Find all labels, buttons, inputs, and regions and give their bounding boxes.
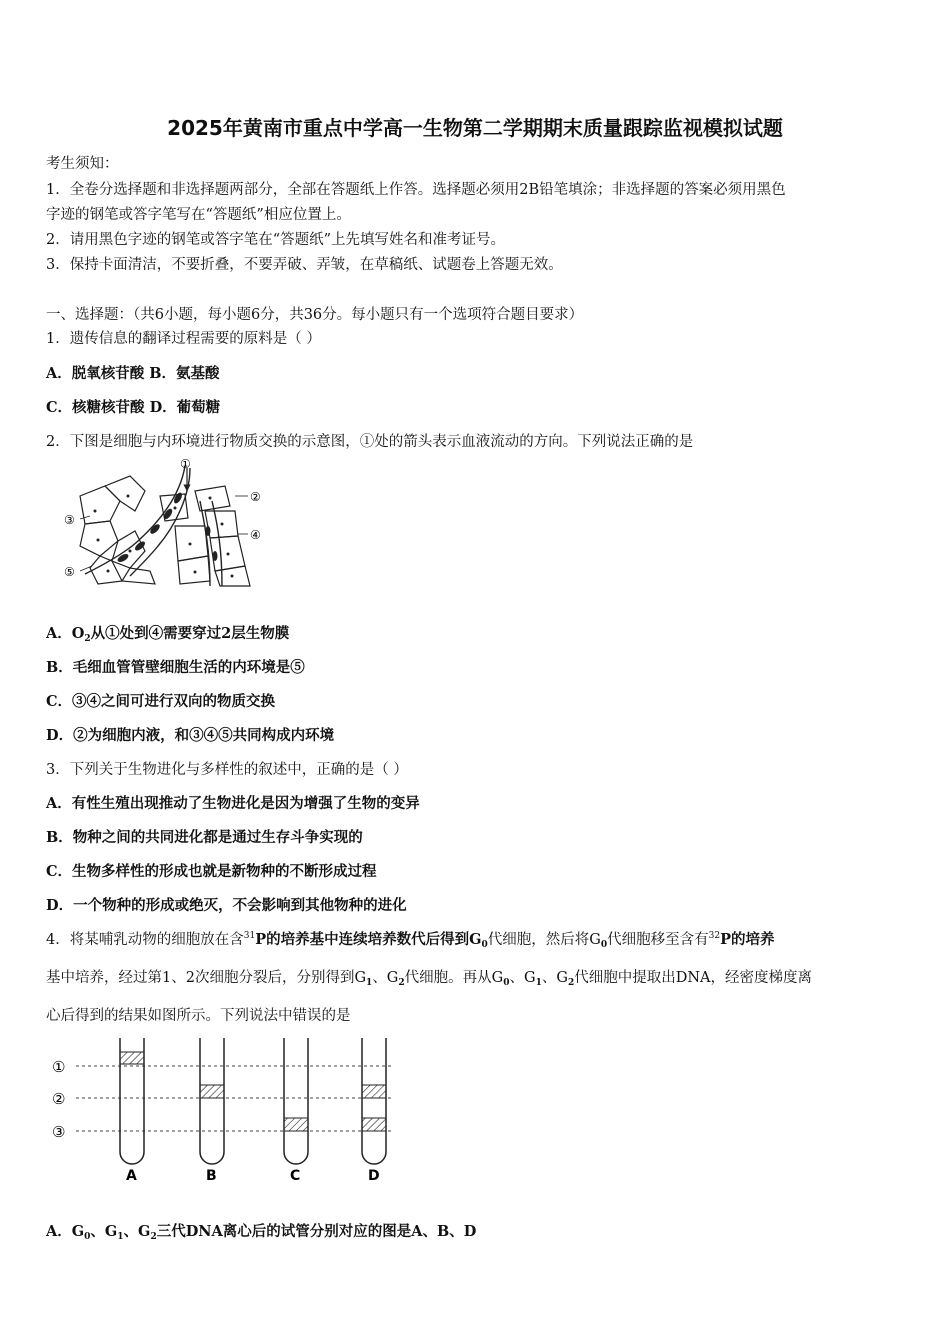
band-a-light xyxy=(120,1052,144,1064)
label-4: ④ xyxy=(250,528,261,542)
text-part: P的培养 xyxy=(720,931,775,948)
band-guides xyxy=(76,1066,393,1131)
q3-option-b: B．物种之间的共同进化都是通过生存斗争实现的 xyxy=(46,829,363,846)
subscript: 2 xyxy=(84,634,91,644)
q3-option-c: C．生物多样性的形成也就是新物种的不断形成过程 xyxy=(46,863,377,880)
centrifuge-tubes-diagram xyxy=(48,1032,408,1190)
text-part: 、G xyxy=(123,1223,151,1240)
subscript: 2 xyxy=(567,978,575,988)
label-3: ③ xyxy=(64,513,75,527)
band-d-heavy xyxy=(362,1118,386,1131)
text-part: 代细胞。再从G xyxy=(404,970,504,986)
q2-option-a xyxy=(46,622,289,644)
notice-item: 2．请用黑色字迹的钢笔或答字笔在“答题纸”上先填写姓名和准考证号。 xyxy=(46,232,506,248)
band-label-1: ① xyxy=(52,1058,66,1076)
q2-option-d: D．②为细胞内液，和③④⑤共同构成内环境 xyxy=(46,727,335,744)
subscript: 1 xyxy=(117,1232,124,1242)
subscript: 0 xyxy=(600,940,608,950)
dna-bands xyxy=(120,1052,386,1131)
text-part: 4．将某哺乳动物的细胞放在含 xyxy=(46,932,244,948)
text-part: 基中培养，经过第1、2次细胞分裂后，分别得到G xyxy=(46,970,367,986)
q1-options-ab: A．脱氧核苷酸 B．氨基酸 xyxy=(46,365,220,382)
q2-stem: 2．下图是细胞与内环境进行物质交换的示意图，①处的箭头表示血液流动的方向。下列说法正确的是 xyxy=(46,434,694,450)
superscript: 32 xyxy=(708,931,721,941)
q3-stem: 3．下列关于生物进化与多样性的叙述中，正确的是（ ） xyxy=(46,762,408,778)
subscript: 0 xyxy=(503,978,510,988)
q3-option-a: A．有性生殖出现推动了生物进化是因为增强了生物的变异 xyxy=(46,795,420,812)
q4-stem-line2 xyxy=(46,966,812,988)
page-title: 2025年黄南市重点中学高一生物第二学期期末质量跟踪监视模拟试题 xyxy=(167,116,783,140)
q1-options-cd: C．核糖核苷酸 D．葡萄糖 xyxy=(46,399,221,416)
superscript: 31 xyxy=(243,931,256,941)
text-part: 三代DNA离心后的试管分别对应的图是A、B、D xyxy=(156,1223,477,1240)
text-part: A．O xyxy=(46,625,85,642)
q3-option-d: D．一个物种的形成或绝灭，不会影响到其他物种的进化 xyxy=(46,897,407,914)
text-part: 代细胞中提取出DNA，经密度梯度离 xyxy=(574,970,813,986)
tube-label-d: D xyxy=(368,1168,380,1184)
label-1: ① xyxy=(180,457,191,471)
subscript: 0 xyxy=(481,940,488,950)
q2-option-b: B．毛细血管管壁细胞生活的内环境是⑤ xyxy=(46,659,305,676)
text-part: 代细胞，然后将G xyxy=(487,932,601,948)
tube-label-a: A xyxy=(126,1168,137,1184)
band-b-middle xyxy=(200,1085,224,1098)
subscript: 1 xyxy=(535,978,542,988)
label-5: ⑤ xyxy=(64,565,75,579)
tissue-cells xyxy=(80,476,250,586)
text-part: P的培养基中连续培养数代后得到G xyxy=(255,931,482,948)
band-label-3: ③ xyxy=(52,1123,66,1141)
tube-label-c: C xyxy=(290,1168,301,1184)
text-part: A．G xyxy=(46,1223,85,1240)
test-tubes xyxy=(120,1038,386,1164)
section-heading: 一、选择题：（共6小题，每小题6分，共36分。每小题只有一个选项符合题目要求） xyxy=(46,307,584,323)
subscript: 0 xyxy=(84,1232,91,1242)
band-label-2: ② xyxy=(52,1090,66,1108)
text-part: 、G xyxy=(372,970,399,986)
q4-option-a xyxy=(46,1220,476,1242)
band-d-middle xyxy=(362,1085,386,1098)
label-2: ② xyxy=(250,490,261,504)
notice-item: 字迹的钢笔或答字笔写在“答题纸”相应位置上。 xyxy=(46,207,351,223)
text-part: 代细胞移至含有 xyxy=(607,932,709,948)
q2-option-c: C．③④之间可进行双向的物质交换 xyxy=(46,693,276,710)
band-c-heavy xyxy=(284,1118,308,1131)
text-part: 、G xyxy=(90,1223,118,1240)
tube-label-b: B xyxy=(206,1168,217,1184)
q4-stem-line3: 心后得到的结果如图所示。下列说法中错误的是 xyxy=(46,1008,351,1024)
subscript: 2 xyxy=(398,978,405,988)
subscript: 2 xyxy=(150,1232,157,1242)
notice-heading: 考生须知： xyxy=(46,156,119,172)
text-part: 、G xyxy=(541,970,568,986)
text-part: 、G xyxy=(509,970,536,986)
q1-stem: 1．遗传信息的翻译过程需要的原料是（ ） xyxy=(46,331,321,347)
notice-item: 3．保持卡面清洁，不要折叠，不要弄破、弄皱，在草稿纸、试题卷上答题无效。 xyxy=(46,257,563,273)
subscript: 1 xyxy=(366,978,373,988)
q4-stem-line1 xyxy=(46,928,774,950)
notice-item: 1．全卷分选择题和非选择题两部分，全部在答题纸上作答。选择题必须用2B铅笔填涂；非选择题的答案必须用黑色 xyxy=(46,182,786,198)
text-part: 从①处到④需要穿过2层生物膜 xyxy=(90,625,290,642)
cell-exchange-diagram xyxy=(60,456,275,591)
